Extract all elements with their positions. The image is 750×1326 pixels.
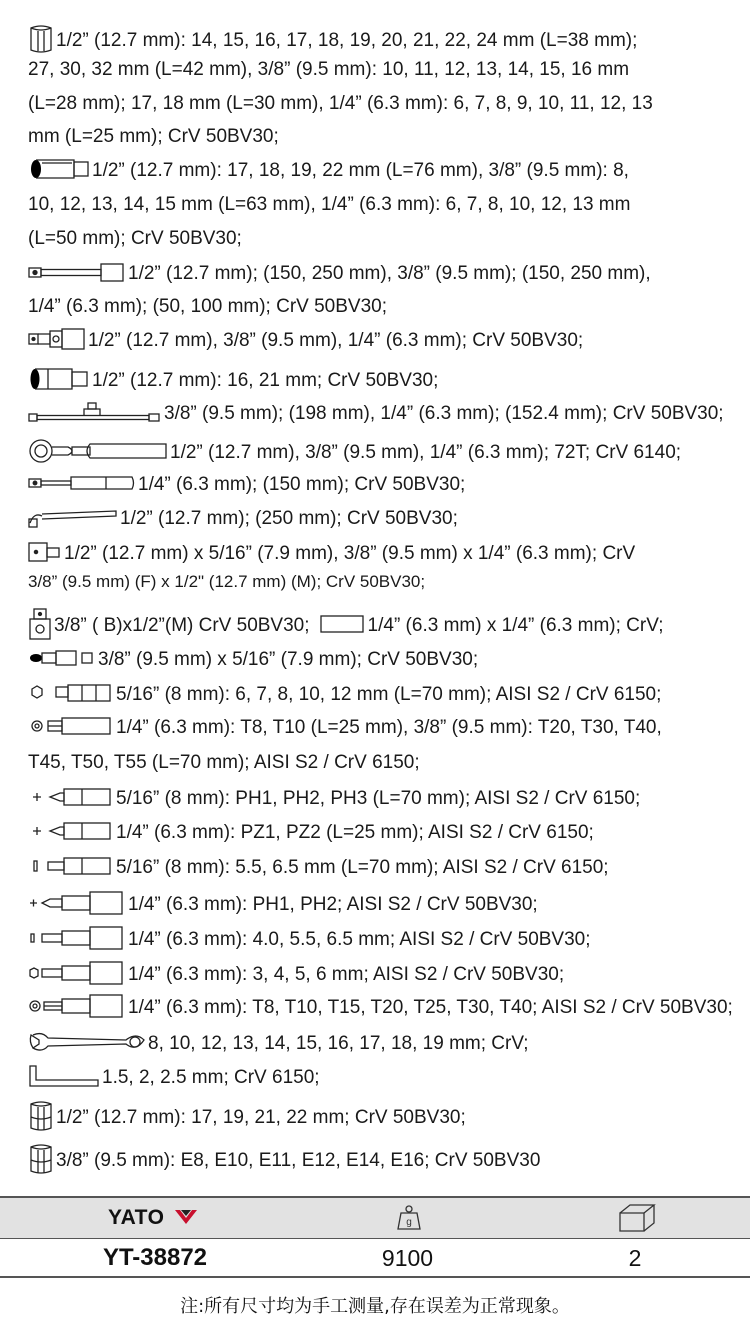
torx-bit-icon <box>28 715 114 737</box>
bit-adapter-icon <box>28 649 96 667</box>
deep-socket-icon <box>28 158 90 180</box>
spec-line <box>28 571 425 593</box>
measurement-note: 注:所有尺寸均为手工测量,存在误差为正常现象。 <box>180 1296 570 1317</box>
spec-text: 1/4” (6.3 mm): PZ1, PZ2 (L=25 mm); AISI S2 / CrV 6150; <box>116 822 594 844</box>
spec-text: (L=28 mm); 17, 18 mm (L=30 mm), 1/4” (6.3 mm): 6, 7, 8, 9, 10, 11, 12, 13 <box>28 93 653 114</box>
torx-socket-bit-icon <box>28 993 126 1019</box>
spec-line <box>28 93 653 115</box>
spec-text: 1.5, 2, 2.5 mm; CrV 6150; <box>102 1067 320 1089</box>
spec-text: 1/2” (12.7 mm) x 5/16” (7.9 mm), 3/8” (9.5 mm) x 1/4” (6.3 mm); CrV <box>64 543 636 564</box>
brand-logo-icon <box>174 1208 198 1231</box>
combination-wrench-icon <box>28 1030 146 1054</box>
breaker-bar-icon <box>28 506 118 528</box>
reducer-icon <box>28 608 52 640</box>
product-table <box>0 1196 750 1278</box>
spec-text: 27, 30, 32 mm (L=42 mm), 3/8” (9.5 mm): 10, 11, 12, 13, 14, 15, 16 mm <box>28 59 630 80</box>
spec-line <box>28 995 733 1021</box>
screwdriver-handle-icon <box>28 474 136 492</box>
spec-text: 1/2” (12.7 mm), 3/8” (9.5 mm), 1/4” (6.3 mm); 72T; CrV 6140; <box>170 442 682 464</box>
adapter-icon <box>28 542 62 562</box>
spec-text: 1/2” (12.7 mm): 14, 15, 16, 17, 18, 19, 20, 21, 22, 24 mm (L=38 mm); <box>56 30 638 52</box>
spec-text: 1/2” (12.7 mm); (150, 250 mm), 3/8” (9.5 mm); (150, 250 mm), <box>128 263 651 284</box>
universal-joint-icon <box>28 328 86 350</box>
pozidriv-bit-icon <box>28 820 114 842</box>
spec-line <box>28 684 661 706</box>
weight-icon <box>397 1204 421 1235</box>
hex-bit-icon <box>28 682 114 704</box>
spec-text: 8, 10, 12, 13, 14, 15, 16, 17, 18, 19 mm; CrV; <box>148 1033 529 1055</box>
bit-holder-icon <box>320 614 366 634</box>
spec-line <box>28 1032 529 1056</box>
spec-line <box>28 194 630 216</box>
spec-text: 1/2” (12.7 mm), 3/8” (9.5 mm), 1/4” (6.3 mm); CrV 50BV30; <box>88 330 584 352</box>
spec-line <box>28 1101 466 1135</box>
spec-text: 5/16” (8 mm): PH1, PH2, PH3 (L=70 mm); AISI S2 / CrV 6150; <box>116 788 641 810</box>
spec-text: (L=50 mm); CrV 50BV30; <box>28 228 242 249</box>
spec-text: 10, 12, 13, 14, 15 mm (L=63 mm), 1/4” (6.3 mm): 6, 7, 8, 10, 12, 13 mm <box>28 194 631 215</box>
spec-text: 1/4” (6.3 mm): PH1, PH2; AISI S2 / CrV 50BV30; <box>128 894 538 916</box>
spec-line <box>28 369 438 393</box>
spec-line <box>28 1066 320 1090</box>
slotted-bit-icon <box>28 855 114 877</box>
spec-line <box>28 717 662 739</box>
brand-name: YATO <box>108 1206 165 1229</box>
spec-line <box>28 296 387 318</box>
model-number: YT-38872 <box>102 1244 208 1271</box>
spec-line <box>28 59 629 81</box>
spec-line <box>28 330 583 352</box>
spec-text: 1/2” (12.7 mm): 17, 18, 19, 22 mm (L=76 mm), 3/8” (9.5 mm): 8, <box>92 160 629 182</box>
spec-text: 1/4” (6.3 mm); (50, 100 mm); CrV 50BV30; <box>28 296 388 317</box>
spec-line <box>28 962 564 988</box>
spec-line <box>28 474 465 496</box>
socket-icon <box>28 24 54 54</box>
quantity-value: 2 <box>628 1245 642 1271</box>
spec-line <box>28 892 538 918</box>
spec-text: 1/2” (12.7 mm): 16, 21 mm; CrV 50BV30; <box>92 370 439 392</box>
spec-text: 1/4” (6.3 mm): T8, T10 (L=25 mm), 3/8” (9.5 mm): T20, T30, T40, <box>116 717 662 739</box>
phillips-bit-icon <box>28 786 114 808</box>
phillips-socket-bit-icon <box>28 890 126 916</box>
spec-text: mm (L=25 mm); CrV 50BV30; <box>28 126 279 147</box>
spec-line <box>28 440 681 466</box>
spec-line <box>28 26 637 56</box>
spec-line <box>28 788 640 810</box>
spec-line <box>28 263 651 285</box>
spec-text: T45, T50, T55 (L=70 mm); AISI S2 / CrV 6150; <box>28 752 420 773</box>
spec-text: 1/2” (12.7 mm); (250 mm); CrV 50BV30; <box>120 508 458 530</box>
t-handle-icon <box>28 401 162 423</box>
spec-text: 3/8” ( B)x1/2”(M) CrV 50BV30; <box>54 615 310 637</box>
weight-icon-label: g <box>406 1217 412 1228</box>
spec-text: 3/8” (9.5 mm): E8, E10, E11, E12, E14, E16; CrV 50BV30 <box>56 1150 541 1172</box>
spec-line <box>28 543 635 565</box>
spec-text: 1/4” (6.3 mm): 3, 4, 5, 6 mm; AISI S2 / CrV 50BV30; <box>128 964 565 986</box>
spec-line <box>28 822 594 844</box>
spec-line <box>28 1144 540 1178</box>
weight-value: 9100 <box>381 1245 434 1271</box>
product-table-values <box>0 1239 750 1276</box>
spark-plug-socket-icon <box>28 367 90 391</box>
e-socket-icon <box>28 1099 54 1133</box>
spec-line <box>28 649 478 671</box>
spec-line <box>28 126 279 148</box>
ratchet-icon <box>28 438 168 464</box>
spec-text: 3/8” (9.5 mm) (F) x 1/2" (12.7 mm) (M); CrV 50BV30; <box>28 572 426 591</box>
hex-key-icon <box>28 1064 100 1088</box>
spec-text: 1/4” (6.3 mm) x 1/4” (6.3 mm); CrV; <box>367 615 664 637</box>
spec-line <box>28 610 663 642</box>
spec-line <box>28 857 609 879</box>
slotted-socket-bit-icon <box>28 925 126 951</box>
spec-text: 1/4” (6.3 mm); (150 mm); CrV 50BV30; <box>138 474 466 495</box>
package-box-icon <box>618 1203 656 1238</box>
hex-socket-bit-icon <box>28 960 126 986</box>
spec-text: 1/2” (12.7 mm): 17, 19, 21, 22 mm; CrV 50BV30; <box>56 1107 466 1129</box>
spec-text: 1/4” (6.3 mm): 4.0, 5.5, 6.5 mm; AISI S2 / CrV 50BV30; <box>128 929 591 951</box>
spec-text: 3/8” (9.5 mm); (198 mm), 1/4” (6.3 mm); (152.4 mm); CrV 50BV30; <box>164 403 724 425</box>
spec-text: 3/8” (9.5 mm) x 5/16” (7.9 mm); CrV 50BV30; <box>98 649 479 670</box>
extension-bar-icon <box>28 262 126 282</box>
spec-line <box>28 403 724 425</box>
spec-text: 5/16” (8 mm): 6, 7, 8, 10, 12 mm (L=70 mm); AISI S2 / CrV 6150; <box>116 684 662 706</box>
spec-line <box>28 508 458 530</box>
spec-line <box>28 160 629 182</box>
spec-line <box>28 228 242 250</box>
spec-text: 5/16” (8 mm): 5.5, 6.5 mm (L=70 mm); AISI S2 / CrV 6150; <box>116 857 609 879</box>
e-socket-icon <box>28 1142 54 1176</box>
product-table-header <box>0 1198 750 1239</box>
spec-line <box>28 752 420 774</box>
spec-line <box>28 927 591 953</box>
spec-text: 1/4” (6.3 mm): T8, T10, T15, T20, T25, T30, T40; AISI S2 / CrV 50BV30; <box>128 997 733 1019</box>
